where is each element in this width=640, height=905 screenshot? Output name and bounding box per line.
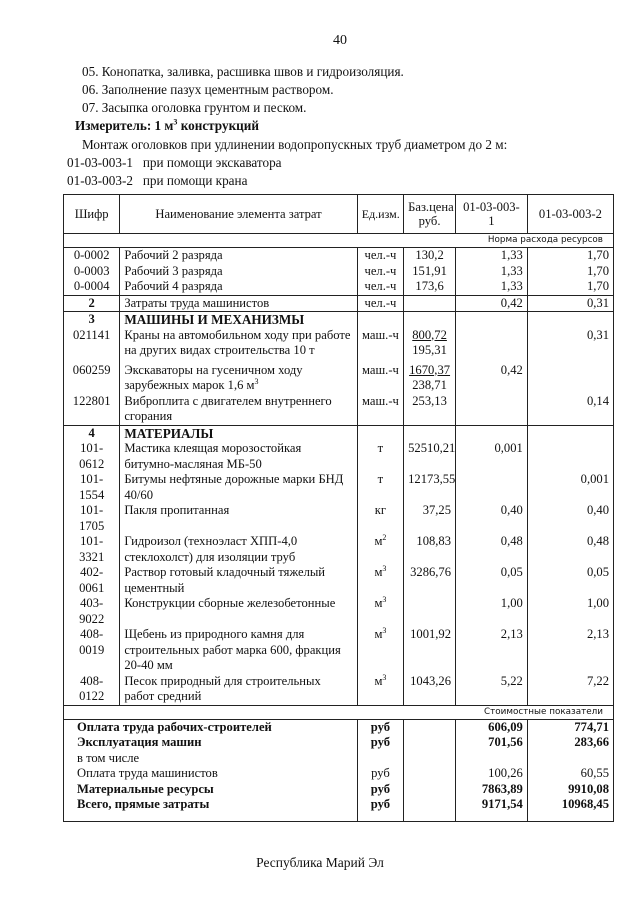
cell-v1: 1,33: [456, 248, 528, 264]
cell-v1: 0,48: [456, 534, 528, 565]
cell-code: 060259: [64, 363, 120, 394]
cell-code: 403-9022: [64, 596, 120, 627]
table-row: [64, 363, 614, 394]
cell-code: 408-0019: [64, 627, 120, 674]
cell-v2: 2,13: [527, 627, 613, 674]
cell-v1: 2,13: [456, 627, 528, 674]
total-label: в том числе: [64, 751, 358, 767]
total-v1: 7863,89: [456, 782, 528, 798]
cell-unit: маш.-ч: [357, 328, 403, 363]
table-row: [64, 441, 614, 472]
unit-text: т: [377, 472, 384, 486]
cell-name: Затраты труда машинистов: [120, 295, 357, 312]
measure-unit: [75, 118, 259, 134]
cell-name: [120, 363, 357, 394]
cell-name: Рабочий 2 разряда: [120, 248, 357, 264]
total-v2: 9910,08: [527, 782, 613, 798]
cell-name: Щебень из природного камня для строительных работ марка 600, фракция 20-40 мм: [120, 627, 357, 674]
header-code: Шифр: [64, 195, 120, 234]
cell-unit: [357, 472, 403, 503]
cell-price: 1001,92: [404, 627, 456, 674]
cell-price: 108,83: [404, 534, 456, 565]
cell-v2: 0,14: [527, 394, 613, 426]
cell-name: Рабочий 4 разряда: [120, 279, 357, 295]
total-v2: 283,66: [527, 735, 613, 751]
cell-v2: [527, 363, 613, 394]
totals-row: [64, 782, 614, 798]
price-total: 800,72: [412, 327, 447, 342]
table-row: [64, 472, 614, 503]
cell-price: [404, 328, 456, 363]
cell-unit: [357, 674, 403, 706]
cell-unit: чел.-ч: [357, 295, 403, 312]
cell-code: 0-0003: [64, 264, 120, 280]
table-row: [64, 534, 614, 565]
price-operator: 195,31: [412, 343, 447, 357]
table-row: [64, 328, 614, 363]
variant-code: 01-03-003-2: [67, 173, 133, 188]
page-footer: Республика Марий Эл: [256, 855, 384, 870]
name-sup: 3: [254, 376, 259, 386]
measure-sup: 3: [173, 117, 178, 127]
cell-name: Битумы нефтяные дорожные марки БНД 40/60: [120, 472, 357, 503]
totals-row: [64, 719, 614, 735]
table-row: [64, 264, 614, 280]
table-row: [64, 627, 614, 674]
header-price: Баз.цена руб.: [404, 195, 456, 234]
total-unit: [357, 751, 403, 767]
total-unit: руб: [357, 719, 403, 735]
cell-price: 3286,76: [404, 565, 456, 596]
cell-price: [404, 295, 456, 312]
cell-code: 0-0004: [64, 279, 120, 295]
header-variant-2: 01-03-003-2: [527, 195, 613, 234]
table-row: [64, 279, 614, 295]
totals-row: [64, 766, 614, 782]
page-number: 40: [333, 33, 347, 48]
cell-code: 2: [64, 295, 120, 312]
cell-v1: 0,40: [456, 503, 528, 534]
unit-sup: 3: [382, 594, 387, 604]
cell-unit: [357, 596, 403, 627]
work-step: 06. Заполнение пазух цементным раствором.: [82, 82, 334, 97]
section-description: Монтаж оголовков при удлинении водопропускных труб диаметром до 2 м:: [82, 137, 508, 152]
cell-unit: [357, 503, 403, 534]
unit-text: т: [377, 441, 384, 455]
group-header-machines: [64, 312, 614, 328]
cell-v2: 0,48: [527, 534, 613, 565]
cell-code: 101-1705: [64, 503, 120, 534]
total-unit: руб: [357, 797, 403, 821]
cell-v1: 0,001: [456, 441, 528, 472]
group-code: 4: [64, 425, 120, 441]
norms-caption-row: [64, 234, 614, 248]
cell-code: 408-0122: [64, 674, 120, 706]
unit-text: кг: [374, 503, 387, 517]
cell-v2: 1,70: [527, 279, 613, 295]
cell-unit: [357, 565, 403, 596]
total-v2: 774,71: [527, 719, 613, 735]
measure-suffix: конструкций: [177, 118, 259, 133]
total-v2: 60,55: [527, 766, 613, 782]
variant-label: при помощи крана: [142, 173, 248, 188]
cell-name: Гидроизол (техноэласт ХПП-4,0 стеклохолст) для изоляции труб: [120, 534, 357, 565]
cell-v1: [456, 472, 528, 503]
unit-text: м: [374, 673, 383, 688]
header-name: Наименование элемента затрат: [120, 195, 357, 234]
table-row: [64, 565, 614, 596]
header-unit: Ед.изм.: [357, 195, 403, 234]
cell-price: 253,13: [404, 394, 456, 426]
unit-sup: 3: [382, 672, 387, 682]
cell-price: 37,25: [404, 503, 456, 534]
cell-name: Пакля пропитанная: [120, 503, 357, 534]
cell-v1: 0,42: [456, 363, 528, 394]
cell-v1: 1,33: [456, 264, 528, 280]
total-label: Всего, прямые затраты: [64, 797, 358, 821]
variant-label: при помощи экскаватора: [142, 155, 282, 170]
unit-text: м: [374, 534, 383, 548]
cell-v2: 1,00: [527, 596, 613, 627]
cell-unit: [357, 627, 403, 674]
group-name: МАТЕРИАЛЫ: [120, 425, 357, 441]
cost-caption: Стоимостные показатели: [64, 705, 614, 719]
total-v1: [456, 751, 528, 767]
cell-v1: 0,05: [456, 565, 528, 596]
cell-name: Краны на автомобильном ходу при работе на других видах строительства 10 т: [120, 328, 357, 363]
name-text: Экскаваторы на гусеничном ходу зарубежных марок 1,6 м: [124, 362, 303, 392]
totals-row: [64, 751, 614, 767]
cell-v1: 0,42: [456, 295, 528, 312]
cell-code: 122801: [64, 394, 120, 426]
price-total: 1670,37: [409, 362, 451, 377]
work-step: 05. Конопатка, заливка, расшивка швов и гидроизоляция.: [82, 64, 404, 79]
cell-name: Конструкции сборные железобетонные: [120, 596, 357, 627]
variant-2: [67, 173, 247, 189]
cell-v2: 0,001: [527, 472, 613, 503]
cell-v2: 1,70: [527, 264, 613, 280]
total-unit: руб: [357, 782, 403, 798]
cell-code: 101-1554: [64, 472, 120, 503]
cell-price: [404, 363, 456, 394]
header-variant-1: 01-03-003-1: [456, 195, 528, 234]
table-row: [64, 503, 614, 534]
cell-price: 130,2: [404, 248, 456, 264]
table-row: [64, 596, 614, 627]
table-row: [64, 394, 614, 426]
cell-v1: 1,00: [456, 596, 528, 627]
cost-caption-row: [64, 705, 614, 719]
table-row: [64, 674, 614, 706]
cell-name: Рабочий 3 разряда: [120, 264, 357, 280]
total-v2: 10968,45: [527, 797, 613, 821]
unit-text: м: [374, 565, 383, 579]
total-v1: 701,56: [456, 735, 528, 751]
cell-v2: 0,31: [527, 328, 613, 363]
totals-row: [64, 797, 614, 821]
cell-price: 173,6: [404, 279, 456, 295]
cell-v2: 0,05: [527, 565, 613, 596]
cell-v2: [527, 441, 613, 472]
total-label: Оплата труда машинистов: [64, 766, 358, 782]
cell-v2: 7,22: [527, 674, 613, 706]
total-v2: [527, 751, 613, 767]
total-label: Эксплуатация машин: [64, 735, 358, 751]
cell-unit: чел.-ч: [357, 279, 403, 295]
total-label: Оплата труда рабочих-строителей: [64, 719, 358, 735]
cell-code: 402-0061: [64, 565, 120, 596]
norms-caption: Норма расхода ресурсов: [64, 234, 614, 248]
cell-unit: маш.-ч: [357, 394, 403, 426]
table-row-operators: [64, 295, 614, 312]
table-row: [64, 248, 614, 264]
total-unit: руб: [357, 766, 403, 782]
cell-code: 101-3321: [64, 534, 120, 565]
cell-code: 101-0612: [64, 441, 120, 472]
total-label: Материальные ресурсы: [64, 782, 358, 798]
cell-price: 1043,26: [404, 674, 456, 706]
cell-price: 52510,21: [404, 441, 456, 472]
group-name: МАШИНЫ И МЕХАНИЗМЫ: [120, 312, 357, 328]
total-v1: 100,26: [456, 766, 528, 782]
work-step: 07. Засыпка оголовка грунтом и песком.: [82, 100, 307, 115]
unit-sup: 2: [382, 532, 387, 542]
variant-code: 01-03-003-1: [67, 155, 133, 170]
cell-v1: 1,33: [456, 279, 528, 295]
group-header-materials: [64, 425, 614, 441]
cell-code: 0-0002: [64, 248, 120, 264]
cell-v1: [456, 328, 528, 363]
unit-sup: 3: [382, 563, 387, 573]
unit-text: м: [374, 627, 383, 641]
cell-v2: 0,31: [527, 295, 613, 312]
cell-unit: [357, 534, 403, 565]
cell-v1: 5,22: [456, 674, 528, 706]
variant-1: [67, 155, 282, 171]
measure-label: Измеритель: 1 м: [75, 118, 174, 133]
total-v1: 606,09: [456, 719, 528, 735]
cell-unit: [357, 441, 403, 472]
cell-v2: 1,70: [527, 248, 613, 264]
total-unit: руб: [357, 735, 403, 751]
table-header-row: [64, 195, 614, 234]
cell-code: 021141: [64, 328, 120, 363]
cell-price: 12173,55: [404, 472, 456, 503]
cell-price: [404, 596, 456, 627]
unit-text: м: [374, 596, 383, 610]
resource-norms-table: [63, 194, 614, 822]
cell-unit: чел.-ч: [357, 248, 403, 264]
cell-unit: маш.-ч: [357, 363, 403, 394]
group-code: 3: [64, 312, 120, 328]
cell-name: Песок природный для строительных работ средний: [120, 674, 357, 706]
total-v1: 9171,54: [456, 797, 528, 821]
cell-unit: чел.-ч: [357, 264, 403, 280]
cell-v1: [456, 394, 528, 426]
price-operator: 238,71: [412, 378, 447, 392]
cell-name: Раствор готовый кладочный тяжелый цементный: [120, 565, 357, 596]
cell-name: Виброплита с двигателем внутреннего сгорания: [120, 394, 357, 426]
cell-name: Мастика клеящая морозостойкая битумно-масляная МБ-50: [120, 441, 357, 472]
cell-price: 151,91: [404, 264, 456, 280]
totals-row: [64, 735, 614, 751]
cell-v2: 0,40: [527, 503, 613, 534]
unit-sup: 3: [382, 625, 387, 635]
